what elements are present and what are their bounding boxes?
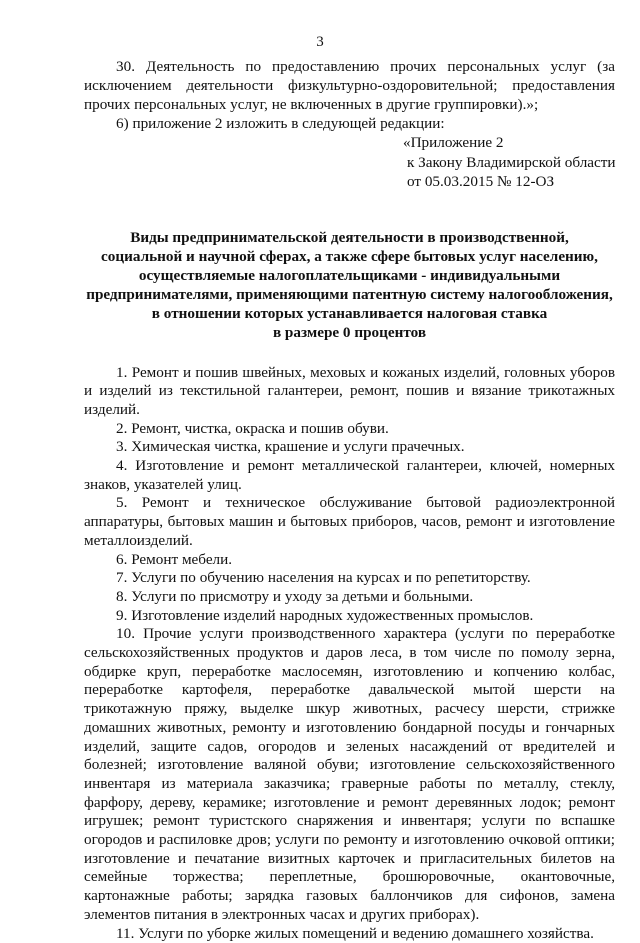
title-line-6: в размере 0 процентов [84,323,615,342]
title-line-4: предпринимателями, применяющими патентную систему налогообложения, [84,285,615,304]
item-6-paragraph: 6) приложение 2 изложить в следующей редакции: [84,114,615,133]
item-30-paragraph: 30. Деятельность по предоставлению прочих персональных услуг (за исключением деятельности физкультурно-оздоровительной; предоставления прочих персональных услуг, не включенных в другие группировки).»; [84,57,615,114]
title-line-2: социальной и научной сферах, а также сфере бытовых услуг населению, [84,247,615,266]
list-item: 4. Изготовление и ремонт металлической галантереи, ключей, номерных знаков, указателей улиц. [84,457,615,494]
items-list [84,364,615,943]
list-item: 1. Ремонт и пошив швейных, меховых и кожаных изделий, головных уборов и изделий из текстильной галантереи, ремонт, пошив и вязание трикотажных изделий. [84,364,615,420]
list-item: 8. Услуги по присмотру и уходу за детьми и больными. [84,588,615,607]
list-item: 7. Услуги по обучению населения на курсах и по репетиторству. [84,569,615,588]
list-item: 6. Ремонт мебели. [84,551,615,570]
appendix-line-2: к Закону Владимирской области [407,153,615,173]
list-item: 9. Изготовление изделий народных художественных промыслов. [84,607,615,626]
title-line-1: Виды предпринимательской деятельности в производственной, [84,228,615,247]
title-line-5: в отношении которых устанавливается налоговая ставка [84,304,615,323]
list-item: 2. Ремонт, чистка, окраска и пошив обуви. [84,420,615,439]
appendix-line-1: «Приложение 2 [403,133,615,153]
page-number: 3 [0,34,640,51]
appendix-line-3: от 05.03.2015 № 12-ОЗ [407,172,615,192]
title-line-3: осуществляемые налогоплательщиками - индивидуальными [84,266,615,285]
list-item: 5. Ремонт и техническое обслуживание бытовой радиоэлектронной аппаратуры, бытовых машин и бытовых приборов, часов, ремонт и изготовление металлоизделий. [84,494,615,550]
appendix-header [403,133,615,192]
list-item: 3. Химическая чистка, крашение и услуги прачечных. [84,438,615,457]
document-body [84,57,615,943]
document-title [84,228,615,342]
list-item: 10. Прочие услуги производственного характера (услуги по переработке сельскохозяйственных продуктов и даров леса, в том числе по помолу зерна, обдирке круп, переработке маслосемян, изготовлению и копчению колбас, переработке картофеля, переработке давальческой мытой шерсти на трикотажную пряжу, выделке шкур животных, расчесу шерсти, стрижке домашних животных, ремонту и изготовлению бондарной посуды и гончарных изделий, защите садов, огородов и зеленых насаждений от вредителей и болезней; изготовление валяной обуви; изготовление сельскохозяйственного инвентаря из материала заказчика; граверные работы по металлу, стеклу, фарфору, дереву, керамике; изготовление и ремонт деревянных лодок; ремонт игрушек; ремонт туристского снаряжения и инвентаря; услуги по вспашке огородов и распиловке дров; услуги по ремонту и изготовлению очковой оптики; изготовление и печатание визитных карточек и пригласительных билетов на семейные торжества; переплетные, брошюровочные, окантовочные, картонажные работы; зарядка газовых баллончиков для сифонов, замена элементов питания в электронных часах и других приборах). [84,625,615,924]
list-item: 11. Услуги по уборке жилых помещений и ведению домашнего хозяйства. [84,925,615,943]
